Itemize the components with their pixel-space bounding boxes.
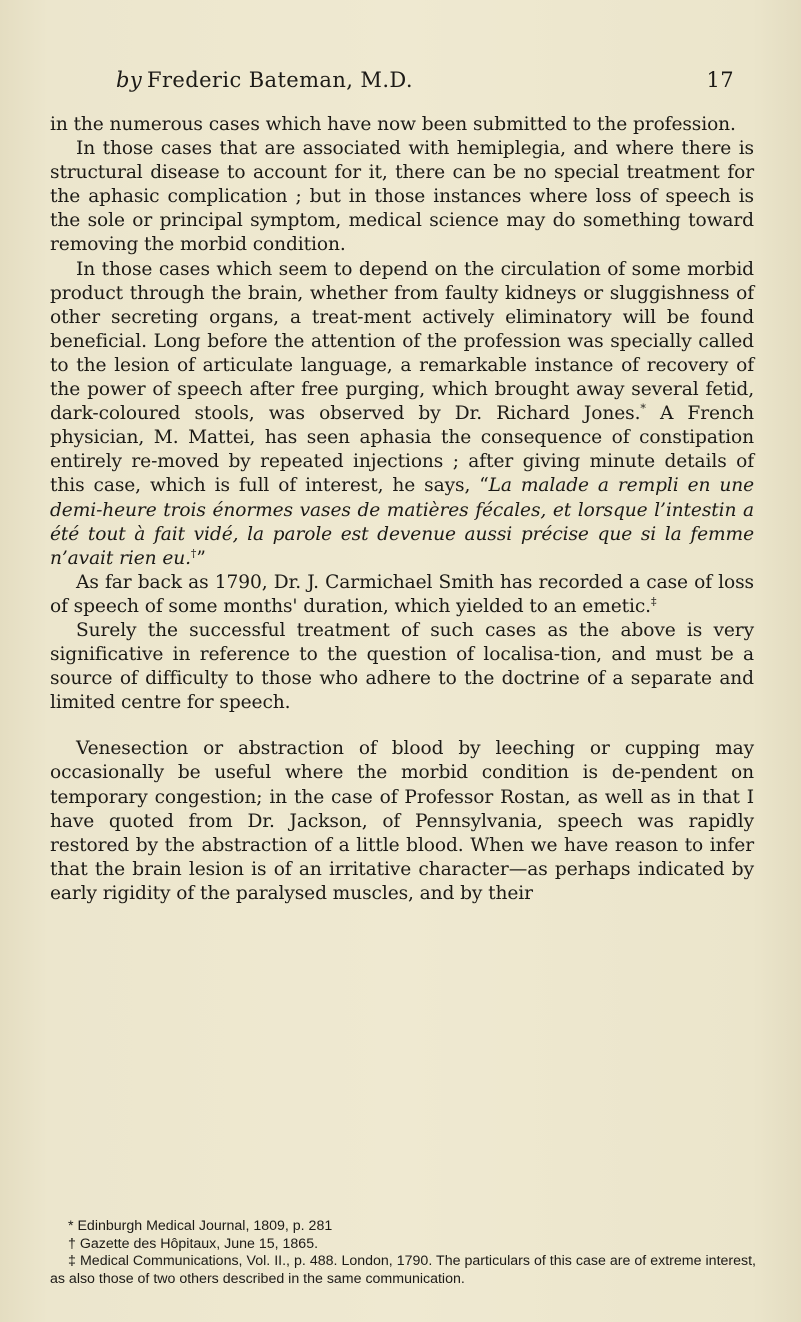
quote-close: ” bbox=[196, 547, 206, 569]
french-quote: La malade a rempli en une demi-heure trois énormes vases de matières fécales, et lorsque l’intestin a été tout à fait vidé, la parole est devenue aussi précise que si la femme n’avait rien eu. bbox=[50, 475, 754, 569]
paragraph-4-text: As far back as 1790, Dr. J. Carmichael Smith has recorded a case of loss of speech of some months' duration, which yielded to an emetic. bbox=[50, 571, 754, 617]
footnotes bbox=[50, 1218, 756, 1288]
running-header bbox=[116, 68, 734, 98]
paragraph-6: Venesection or abstraction of blood by leeching or cupping may occasionally be useful where the morbid condition is de-pendent on temporary congestion; in the case of Professor Rostan, as well as in that I have quoted from Dr. Jackson, of Pennsylvania, speech was rapidly restored by the abstraction of a little blood. When we have reason to infer that the brain lesion is of an irritative character—as perhaps indicated by early rigidity of the paralysed muscles, and by their bbox=[50, 738, 754, 904]
paragraph-3-text: In those cases which seem to depend on the circulation of some morbid product through the brain, whether from faulty kidneys or sluggishness of other secreting organs, a treat-ment actively eliminatory will be found beneficial. Long before the attention of the profession was specially called to the lesion of articulate language, a remarkable instance of recovery of the power of speech after free purging, which brought away several fetid, dark-coloured stools, was observed by Dr. Richard Jones. bbox=[50, 258, 754, 425]
footnote-1: * Edinburgh Medical Journal, 1809, p. 281 bbox=[68, 1218, 333, 1234]
header-author: Frederic Bateman, M.D. bbox=[147, 68, 413, 92]
paragraph-4 bbox=[50, 571, 754, 619]
footnote-3: ‡ Medical Communications, Vol. II., p. 488. London, 1790. The particulars of this case are of extreme interest, as also those of two others described in the same communication. bbox=[50, 1253, 756, 1287]
body-text bbox=[50, 113, 754, 906]
paragraph-1: in the numerous cases which have now been submitted to the profession. bbox=[50, 114, 736, 135]
footnote-ref-asterisk: * bbox=[640, 401, 646, 415]
paragraph-3-tail: A French physician, M. Mattei, has seen aphasia the consequence of constipation entirely re-moved by repeated injections ; after giving minute details of this case, which is full of interest, he says, “ bbox=[50, 403, 754, 497]
footnote-2: † Gazette des Hôpitaux, June 15, 1865. bbox=[68, 1235, 319, 1252]
footnote-ref-double-dagger: ‡ bbox=[650, 594, 657, 608]
footnote-ref-dagger: † bbox=[190, 546, 197, 560]
header-by: by bbox=[116, 68, 143, 92]
paragraph-5: Surely the successful treatment of such cases as the above is very significative in reference to the question of localisa-tion, and must be a source of difficulty to those who adhere to the doctrine of a separate and limited centre for speech. bbox=[50, 619, 754, 714]
paragraph-3 bbox=[50, 258, 754, 571]
paragraph-2: In those cases that are associated with hemiplegia, and where there is structural disease to account for it, there can be no special treatment for the aphasic complication ; but in those instances where loss of speech is the sole or principal symptom, medical science may do something toward removing the morbid condition. bbox=[50, 138, 754, 256]
page-number: 17 bbox=[706, 68, 734, 92]
